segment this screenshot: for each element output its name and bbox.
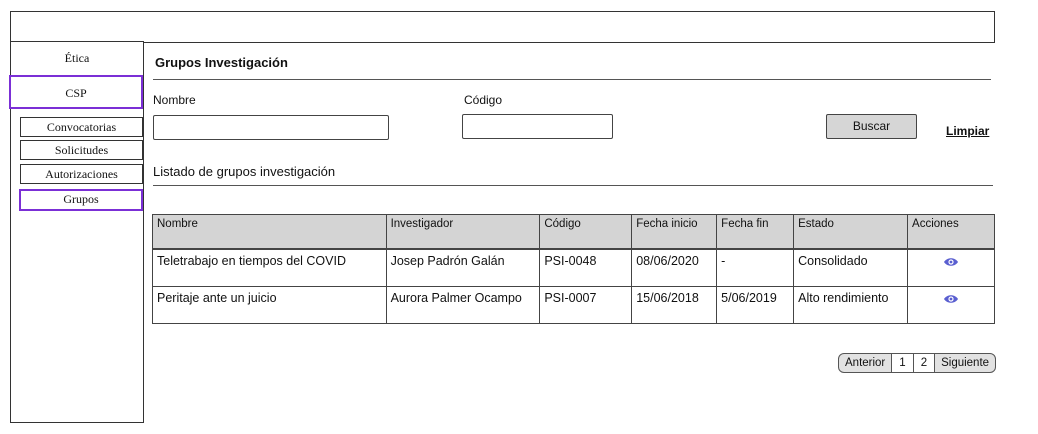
cell-codigo: PSI-0007 xyxy=(540,287,632,324)
table-row xyxy=(153,287,995,324)
column-header-codigo[interactable]: Código xyxy=(540,215,632,250)
table-row xyxy=(153,249,995,287)
cell-estado: Alto rendimiento xyxy=(794,287,908,324)
table-header-row xyxy=(153,215,995,250)
cell-fecha-fin: 5/06/2019 xyxy=(717,287,794,324)
sidebar-subitem-solicitudes[interactable]: Solicitudes xyxy=(20,140,143,160)
cell-investigador: Josep Padrón Galán xyxy=(386,249,540,287)
column-header-investigador[interactable]: Investigador xyxy=(386,215,540,250)
cell-estado: Consolidado xyxy=(794,249,908,287)
column-header-acciones: Acciones xyxy=(908,215,995,250)
cell-codigo: PSI-0048 xyxy=(540,249,632,287)
top-bar xyxy=(10,11,995,43)
pagination-prev-button[interactable]: Anterior xyxy=(839,354,892,372)
nombre-label: Nombre xyxy=(153,93,196,107)
cell-fecha-fin: - xyxy=(717,249,794,287)
groups-table xyxy=(152,214,995,324)
cell-fecha-inicio: 08/06/2020 xyxy=(632,249,717,287)
pagination-page-2[interactable]: 2 xyxy=(914,354,935,372)
sidebar-subitem-convocatorias[interactable]: Convocatorias xyxy=(20,117,143,137)
title-divider xyxy=(153,79,991,80)
column-header-fecha-fin[interactable]: Fecha fin xyxy=(717,215,794,250)
eye-icon[interactable] xyxy=(943,256,959,268)
eye-icon[interactable] xyxy=(943,293,959,305)
cell-acciones xyxy=(908,287,995,324)
pagination xyxy=(838,353,996,373)
cell-nombre: Teletrabajo en tiempos del COVID xyxy=(153,249,387,287)
column-header-fecha-inicio[interactable]: Fecha inicio xyxy=(632,215,717,250)
list-title: Listado de grupos investigación xyxy=(153,164,336,179)
nombre-input[interactable] xyxy=(153,115,389,140)
limpiar-link[interactable]: Limpiar xyxy=(946,124,990,138)
sidebar-item-csp[interactable]: CSP xyxy=(9,75,143,109)
codigo-input[interactable] xyxy=(462,114,613,139)
sidebar-item-etica[interactable]: Ética xyxy=(64,51,90,65)
sidebar-subitem-grupos[interactable]: Grupos xyxy=(19,189,143,211)
cell-fecha-inicio: 15/06/2018 xyxy=(632,287,717,324)
buscar-button[interactable]: Buscar xyxy=(826,114,917,139)
pagination-next-button[interactable]: Siguiente xyxy=(941,357,990,369)
column-header-nombre[interactable]: Nombre xyxy=(153,215,387,250)
cell-nombre: Peritaje ante un juicio xyxy=(153,287,387,324)
column-header-estado[interactable]: Estado xyxy=(794,215,908,250)
pagination-page-1[interactable]: 1 xyxy=(892,354,913,372)
cell-investigador: Aurora Palmer Ocampo xyxy=(386,287,540,324)
sidebar-subitem-autorizaciones[interactable]: Autorizaciones xyxy=(20,164,143,184)
cell-acciones xyxy=(908,249,995,287)
page-title: Grupos Investigación xyxy=(155,55,288,70)
codigo-label: Código xyxy=(464,93,503,107)
list-divider xyxy=(153,185,993,186)
